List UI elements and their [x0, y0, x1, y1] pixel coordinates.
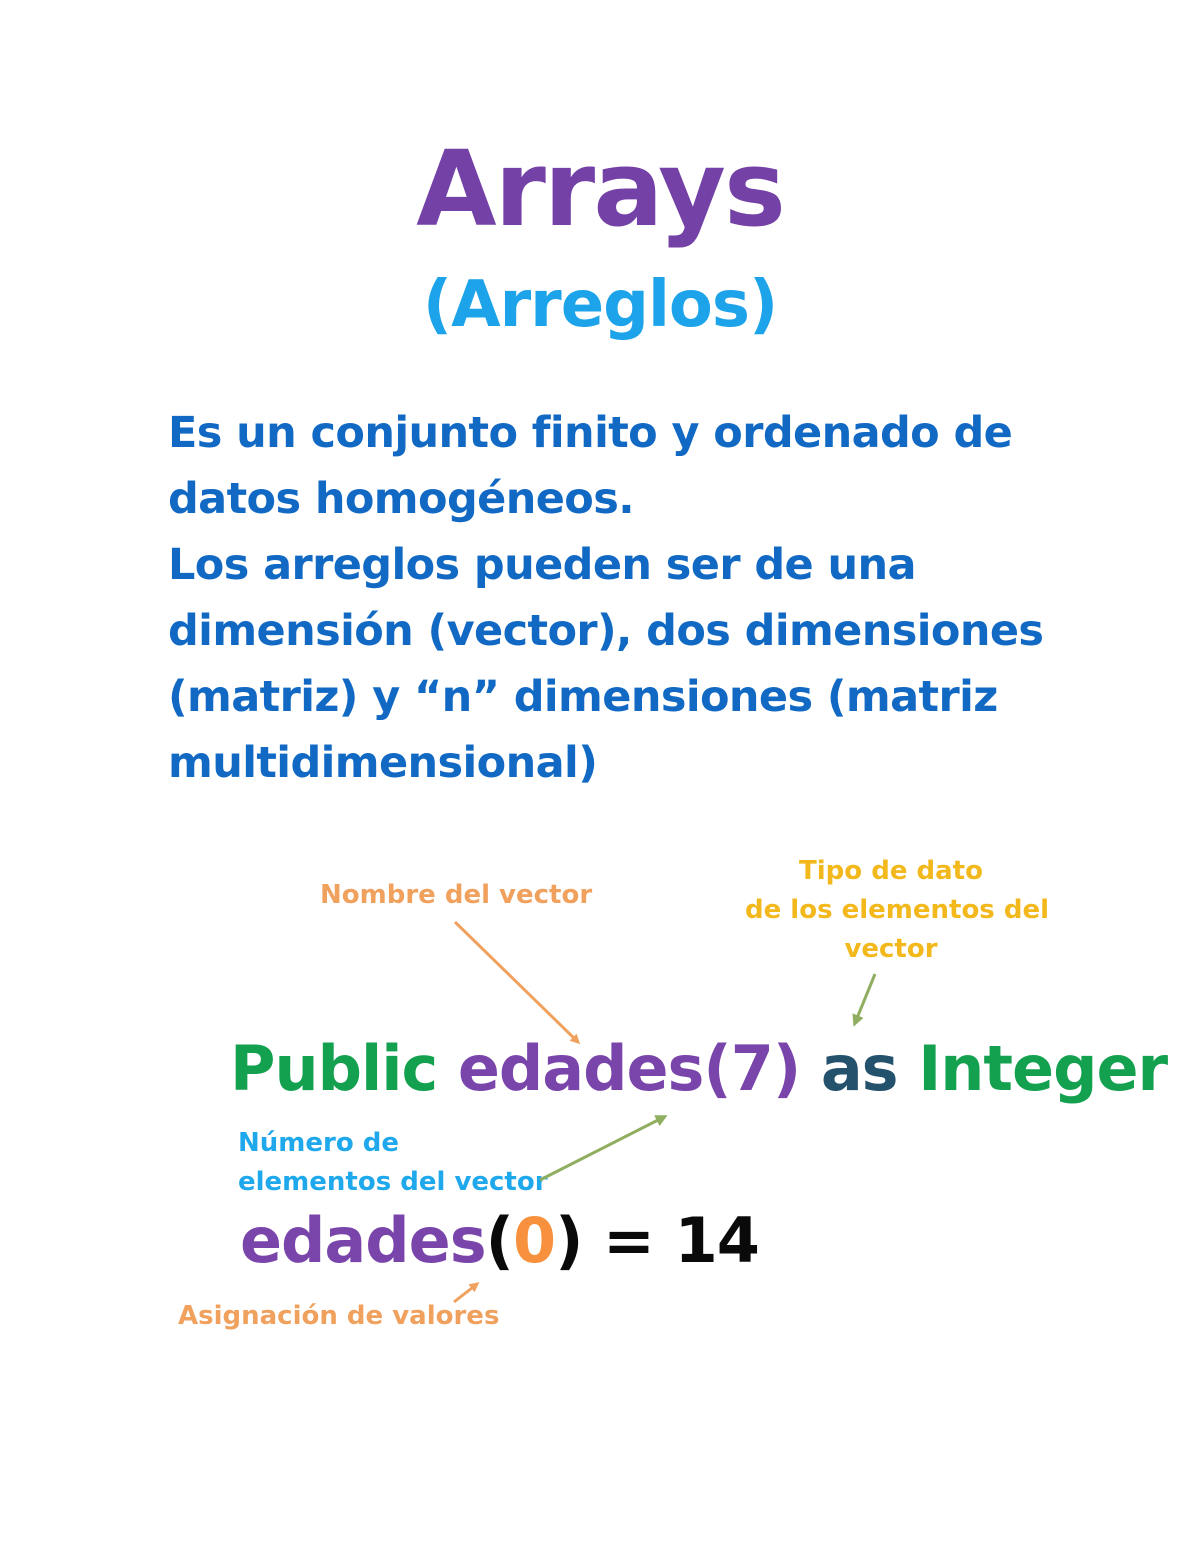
code-keyword-as: as — [820, 1032, 898, 1105]
data-type-annotation-line: Tipo de dato — [799, 856, 983, 886]
element-count-arrow — [540, 1117, 664, 1180]
code-close-paren: ) — [772, 1032, 801, 1105]
assignment-annotation: Asignación de valores — [178, 1301, 500, 1331]
code-close-paren: ) — [555, 1204, 583, 1277]
code-open-paren: ( — [485, 1204, 513, 1277]
code-type-integer: Integer — [918, 1032, 1168, 1105]
vector-name-annotation: Nombre del vector — [320, 880, 593, 910]
vector-name-arrow — [455, 922, 578, 1042]
data-type-annotation-line: vector — [844, 934, 938, 964]
element-count-annotation-line: Número de — [238, 1128, 399, 1158]
data-type-annotation-line: de los elementos del — [745, 895, 1049, 925]
page-title: Arrays — [416, 128, 784, 250]
paragraph-line: Los arreglos pueden ser de una — [168, 540, 916, 590]
code-array-name: edades — [457, 1032, 704, 1105]
code-array-index: 0 — [512, 1204, 556, 1277]
paragraph-line: (matriz) y “n” dimensiones (matriz — [168, 672, 998, 722]
code-open-paren: ( — [703, 1032, 731, 1105]
paragraph-line: dimensión (vector), dos dimensiones — [168, 606, 1044, 656]
paragraph-line: multidimensional) — [168, 738, 598, 788]
code-assigned-value: = 14 — [603, 1204, 759, 1277]
paragraph-line: Es un conjunto finito y ordenado de — [168, 408, 1013, 458]
code-array-name: edades — [240, 1204, 486, 1277]
code-keyword-public: Public — [230, 1032, 438, 1105]
element-count-annotation-line: elementos del vector — [238, 1167, 548, 1197]
page-subtitle: (Arreglos) — [422, 268, 778, 342]
paragraph-line: datos homogéneos. — [168, 474, 634, 524]
code-array-size: 7 — [730, 1032, 773, 1105]
assignment-arrow — [454, 1284, 477, 1302]
data-type-arrow — [855, 974, 875, 1023]
